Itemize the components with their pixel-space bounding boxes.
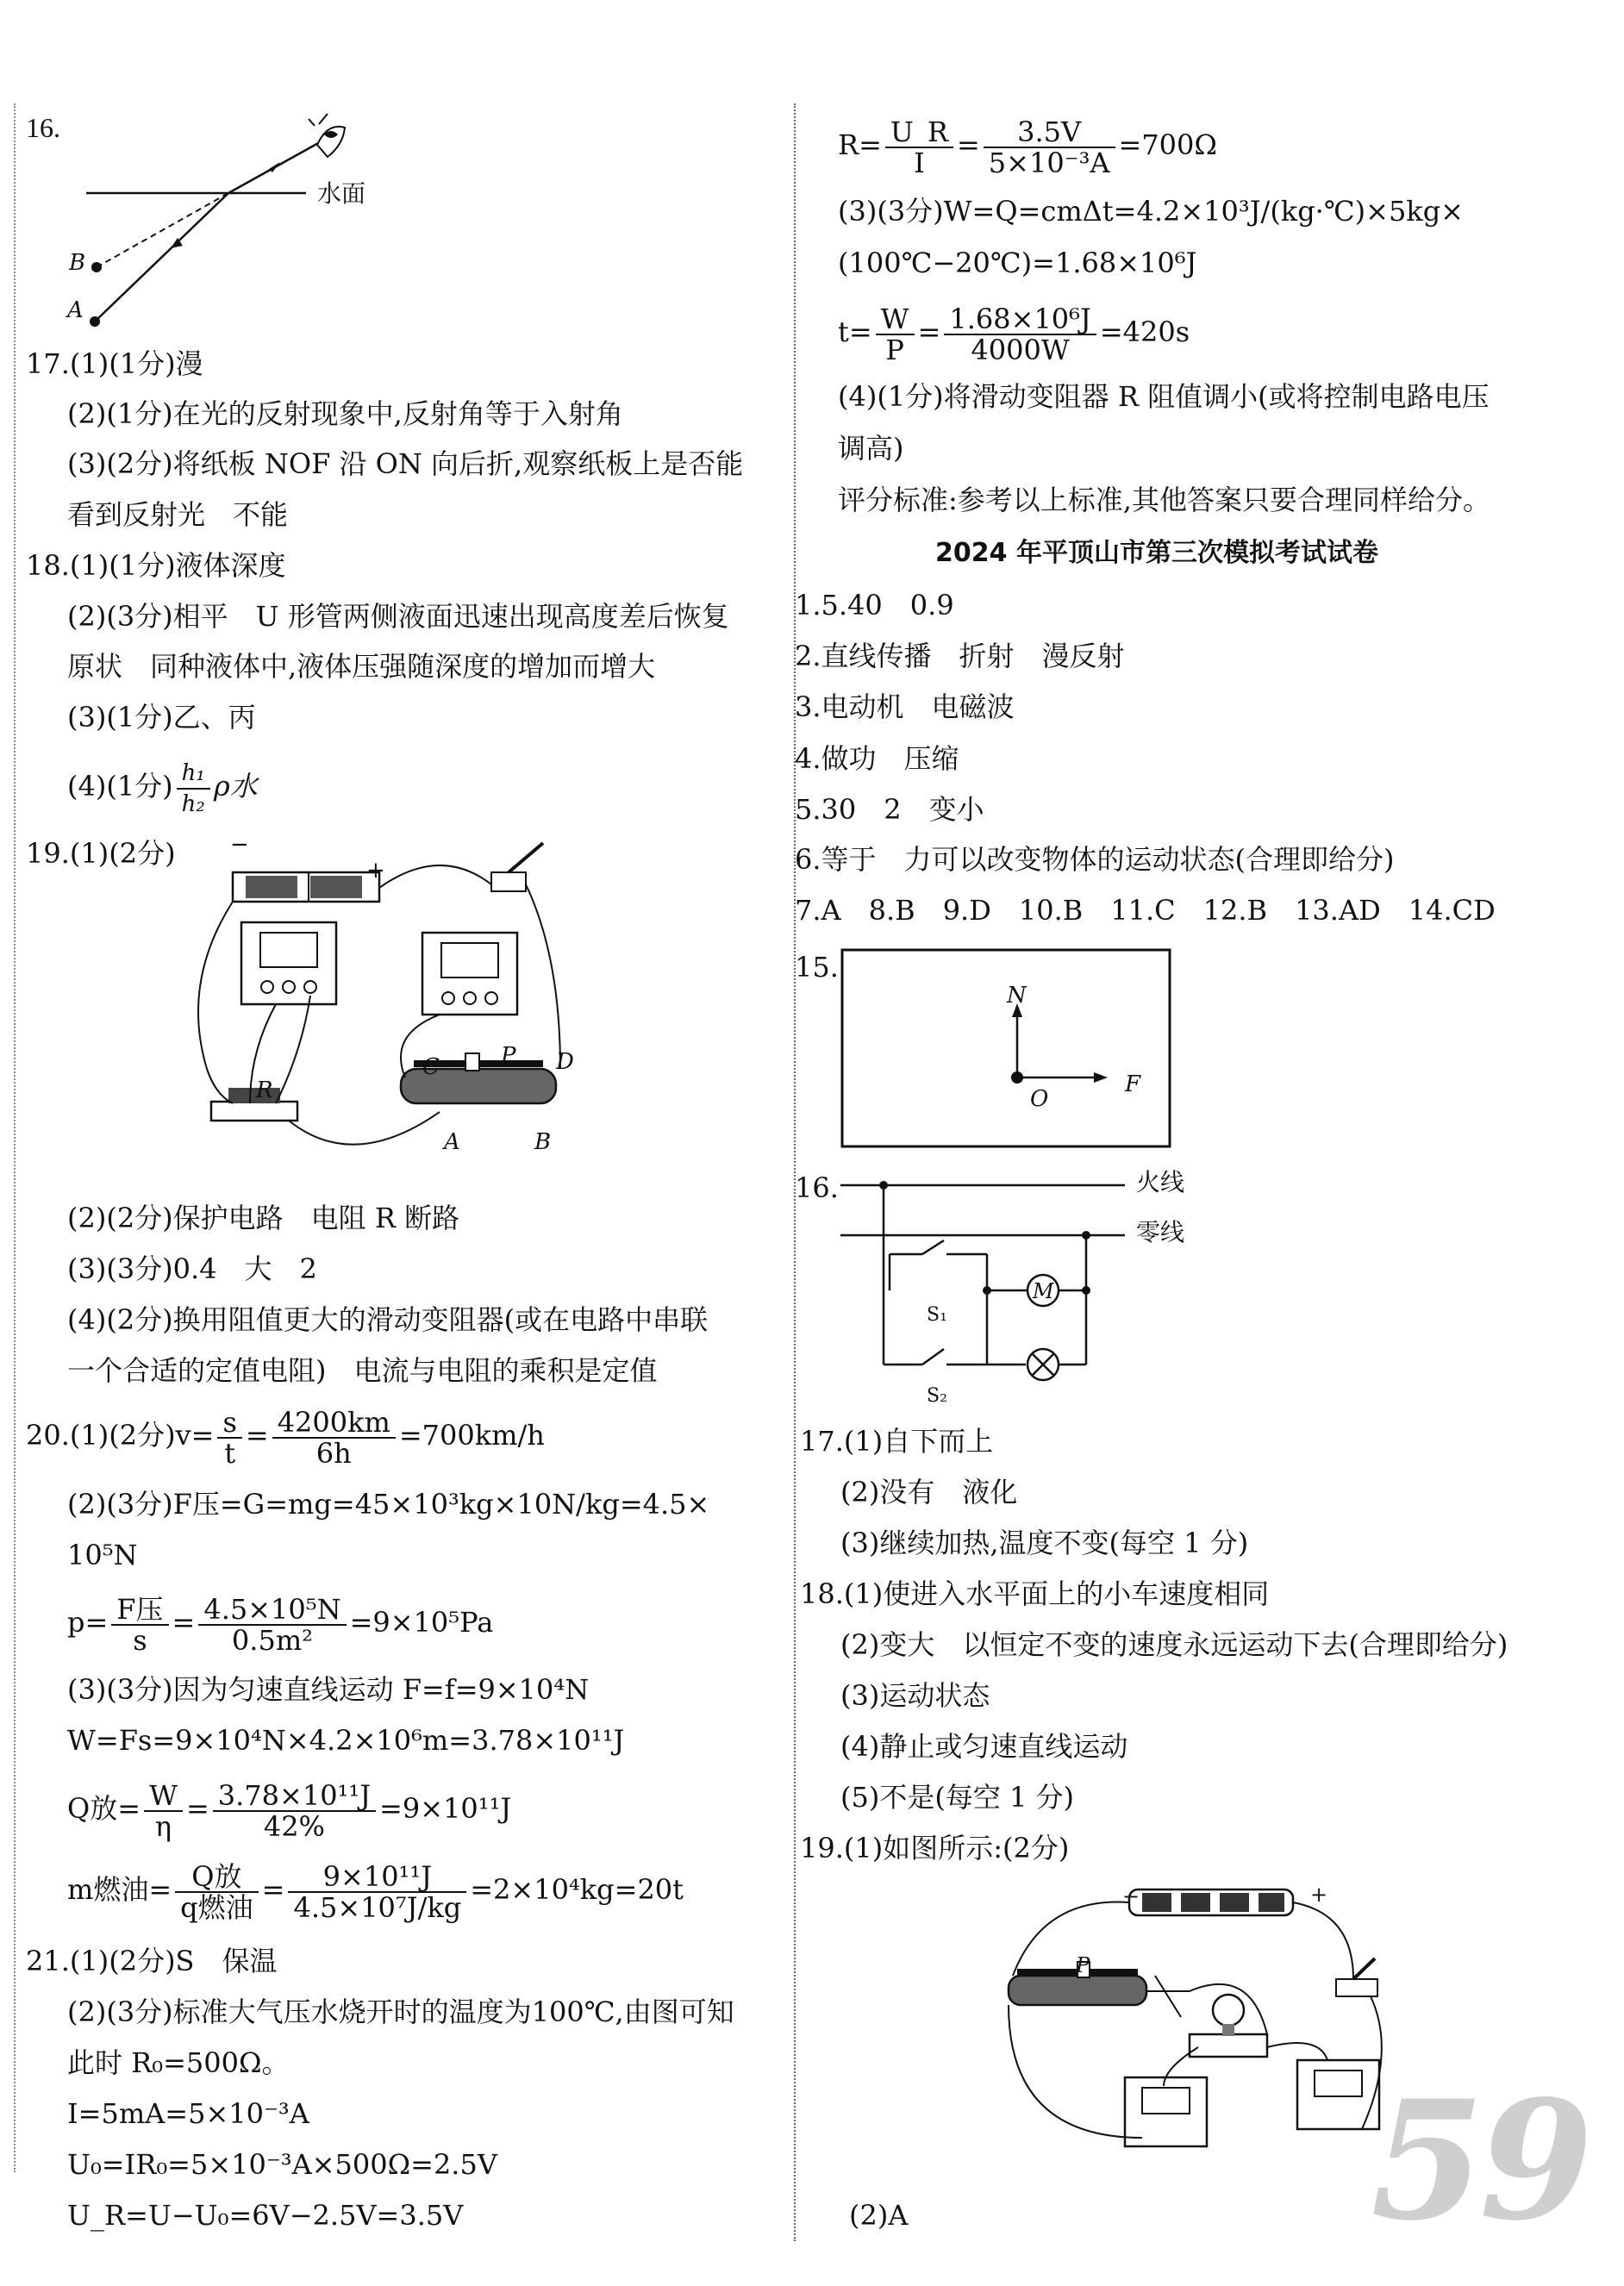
- q19-r-label: R: [256, 1077, 273, 1103]
- q19-p-label: P: [501, 1043, 516, 1069]
- q21-line3: 此时 R₀=500Ω。: [67, 2046, 290, 2079]
- q17r-line3: (3)继续加热,温度不变(每空 1 分): [840, 1527, 1249, 1559]
- q19-d-label: D: [556, 1049, 574, 1075]
- q20-line3: 10⁵N: [67, 1539, 138, 1571]
- q18r-line4: (4)静止或匀速直线运动: [840, 1730, 1128, 1763]
- answer-7-14: 7.A 8.B 9.D 10.B 11.C 12.B 13.AD 14.CD: [795, 894, 1496, 927]
- q16-refraction-diagram: [69, 103, 379, 336]
- q19-line3: (3)(3分)0.4 大 2: [67, 1252, 317, 1285]
- neutral-wire-label: 零线: [1136, 1218, 1185, 1246]
- q19-a-label: A: [444, 1129, 460, 1155]
- q21-line6: U_R=U−U₀=6V−2.5V=3.5V: [67, 2199, 464, 2232]
- q19-line2: (2)(2分)保护电路 电阻 R 断路: [67, 1202, 460, 1234]
- q19r-plus: +: [1310, 1883, 1328, 1907]
- q18-line5: (4)(1分) $\frac{\text{h₁}}{\text{h₂}}$ ρ水: [67, 759, 258, 817]
- q15-number: 15.: [795, 951, 839, 984]
- q16-point-b: B: [69, 250, 86, 276]
- q18r-line5: (5)不是(每空 1 分): [840, 1781, 1075, 1814]
- motor-label: M: [1033, 1279, 1054, 1303]
- q17-line3: (3)(2分)将纸板 NOF 沿 ON 向后折,观察纸板上是否能: [67, 447, 744, 480]
- r-top-line7: 评分标准:参考以上标准,其他答案只要合理同样给分。: [838, 484, 1490, 516]
- q18-line4: (3)(1分)乙、丙: [67, 701, 256, 734]
- page-number: 59: [1371, 2064, 1589, 2257]
- answer-2: 2.直线传播 折射 漫反射: [795, 640, 1125, 672]
- q19r-line2: (2)A: [849, 2199, 909, 2232]
- q19-c-label: C: [422, 1054, 440, 1080]
- q15-f-label: F: [1125, 1071, 1141, 1097]
- q19r-line1: 19.(1)如图所示:(2分): [800, 1832, 1070, 1864]
- q15-n-label: N: [1007, 983, 1027, 1009]
- q19-line1: 19.(1)(2分): [26, 837, 176, 870]
- q20-line4: p= $\frac{\text{F压}}{s}$ = $\frac{\text{4.5×10⁵N}}{\text{0.5m²}}$ =9×10⁵Pa: [67, 1592, 494, 1657]
- q16-water-label: 水面: [317, 179, 366, 208]
- q17-line2: (2)(1分)在光的反射现象中,反射角等于入射角: [67, 397, 623, 430]
- q20-line7: Q放= $\frac{W}{\eta}$ = $\frac{\text{3.78×10¹¹J}}{42\%}$ =9×10¹¹J: [67, 1778, 512, 1843]
- answer-3: 3.电动机 电磁波: [795, 690, 1015, 723]
- s1-label: S₁: [927, 1304, 947, 1326]
- answer-6: 6.等于 力可以改变物体的运动状态(合理即给分): [795, 843, 1395, 876]
- q19r-circuit-diagram: [991, 1879, 1396, 2172]
- q20-line5: (3)(3分)因为匀速直线运动 F=f=9×10⁴N: [67, 1673, 590, 1706]
- r-top-line5: (4)(1分)将滑动变阻器 R 阻值调小(或将控制电路电压: [838, 380, 1490, 413]
- q19-plus: +: [366, 858, 385, 884]
- r-top-line2: (3)(3分)W=Q=cmΔt=4.2×10³J/(kg·℃)×5kg×: [838, 195, 1464, 228]
- q19-line5: 一个合适的定值电阻) 电流与电阻的乘积是定值: [67, 1354, 658, 1387]
- q18-line3: 原状 同种液体中,液体压强随深度的增加而增大: [67, 650, 656, 683]
- q19r-p-label: P: [1076, 1953, 1090, 1977]
- q21-line4: I=5mA=5×10⁻³A: [67, 2097, 309, 2130]
- q21-line5: U₀=IR₀=5×10⁻³A×500Ω=2.5V: [67, 2148, 497, 2181]
- q20-line6: W=Fs=9×10⁴N×4.2×10⁶m=3.78×10¹¹J: [67, 1724, 625, 1757]
- exam-title: 2024 年平顶山市第三次模拟考试试卷: [935, 538, 1378, 568]
- q19-minus: −: [230, 832, 249, 858]
- q19-b-label: B: [534, 1129, 552, 1155]
- q18-line1: 18.(1)(1分)液体深度: [26, 549, 286, 582]
- q16-point-a: A: [67, 297, 84, 323]
- q19-line4: (4)(2分)换用阻值更大的滑动变阻器(或在电路中串联: [67, 1303, 709, 1336]
- q18r-line2: (2)变大 以恒定不变的速度永远运动下去(合理即给分): [840, 1628, 1508, 1661]
- q16-number: 16.: [26, 112, 60, 143]
- r-top-line4: t= $\frac{W}{P}$ = $\frac{\text{1.68×10⁶J}}{4000W}$ =420s: [838, 302, 1190, 366]
- q21-line2: (2)(3分)标准大气压水烧开时的温度为100℃,由图可知: [67, 1996, 734, 2028]
- q20-line8: m燃油= $\frac{\text{Q放}}{\text{q燃油}}$ = $\frac{\text{9×10¹¹J}}{\text{4.5×10⁷J/kg}}$ =2×10⁴kg=20t: [67, 1859, 684, 1924]
- q18r-line3: (3)运动状态: [840, 1679, 990, 1712]
- q17r-line1: 17.(1)自下而上: [800, 1425, 994, 1458]
- q18-line2: (2)(3分)相平 U 形管两侧液面迅速出现高度差后恢复: [67, 600, 729, 633]
- q18r-line1: 18.(1)使进入水平面上的小车速度相同: [800, 1577, 1270, 1610]
- q17r-line2: (2)没有 液化: [840, 1476, 1018, 1508]
- q16r-number: 16.: [795, 1171, 839, 1204]
- left-margin-dots: [14, 103, 16, 2172]
- q16r-circuit-diagram: [836, 1168, 1138, 1401]
- s2-label: S₂: [927, 1385, 947, 1407]
- q20-line2: (2)(3分)F压=G=mg=45×10³kg×10N/kg=4.5×: [67, 1488, 710, 1521]
- answer-1: 1.5.40 0.9: [795, 589, 954, 621]
- r-top-line1: R= $\frac{U\_R}{I}$ = $\frac{3.5V}{\text{5×10⁻³A}}$ =700Ω: [838, 115, 1217, 179]
- q21-line1: 21.(1)(2分)S 保温: [26, 1945, 278, 1977]
- r-top-line3: (100℃−20℃)=1.68×10⁶J: [838, 247, 1197, 279]
- r-top-line6: 调高): [838, 432, 904, 465]
- q17-line1: 17.(1)(1分)漫: [26, 347, 203, 380]
- answer-4: 4.做功 压缩: [795, 742, 959, 775]
- q17-line4: 看到反射光 不能: [67, 498, 289, 531]
- q20-line1: 20.(1)(2分)v= $\frac{s}{t}$ = $\frac{4200km}{6h}$ =700km/h: [26, 1405, 545, 1470]
- q15-o-label: O: [1030, 1086, 1049, 1112]
- answer-5: 5.30 2 变小: [795, 793, 984, 826]
- q19r-minus: −: [1122, 1884, 1140, 1908]
- live-wire-label: 火线: [1136, 1168, 1185, 1196]
